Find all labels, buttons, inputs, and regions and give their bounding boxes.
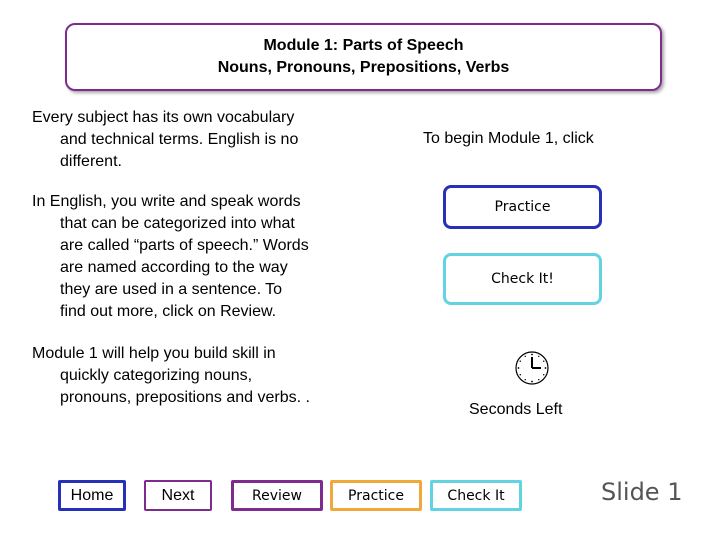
clock-icon <box>514 350 550 386</box>
practice-nav-button[interactable]: Practice <box>330 480 422 511</box>
check-it-nav-button[interactable]: Check It <box>430 480 522 511</box>
paragraph-line: pronouns, prepositions and verbs. . <box>60 389 310 406</box>
next-button[interactable]: Next <box>144 480 212 511</box>
paragraph-line: Every subject has its own vocabulary <box>32 109 295 126</box>
intro-paragraph-module <box>32 343 352 409</box>
begin-instruction: To begin Module 1, click <box>423 130 594 147</box>
review-button[interactable]: Review <box>231 480 323 511</box>
intro-paragraph-parts-of-speech <box>32 191 352 323</box>
paragraph-line: different. <box>60 153 122 170</box>
paragraph-line: they are used in a sentence. To <box>60 281 283 298</box>
page-subtitle: Nouns, Pronouns, Prepositions, Verbs <box>217 59 510 76</box>
slide-number: Slide 1 <box>601 478 683 506</box>
page-title: Module 1: Parts of Speech <box>263 37 464 54</box>
title-box <box>65 23 662 91</box>
intro-paragraph-vocabulary <box>32 107 352 173</box>
paragraph-line: In English, you write and speak words <box>32 193 301 210</box>
paragraph-line: find out more, click on Review. <box>60 303 277 320</box>
paragraph-line: are named according to the way <box>60 259 288 276</box>
paragraph-line: Module 1 will help you build skill in <box>32 345 276 362</box>
seconds-left-label: Seconds Left <box>469 401 563 418</box>
check-it-button[interactable]: Check It! <box>443 253 602 305</box>
paragraph-line: are called “parts of speech.” Words <box>60 237 309 254</box>
home-button[interactable]: Home <box>58 480 126 511</box>
paragraph-line: that can be categorized into what <box>60 215 295 232</box>
paragraph-line: and technical terms. English is no <box>60 131 299 148</box>
paragraph-line: quickly categorizing nouns, <box>60 367 253 384</box>
practice-button[interactable]: Practice <box>443 185 602 229</box>
